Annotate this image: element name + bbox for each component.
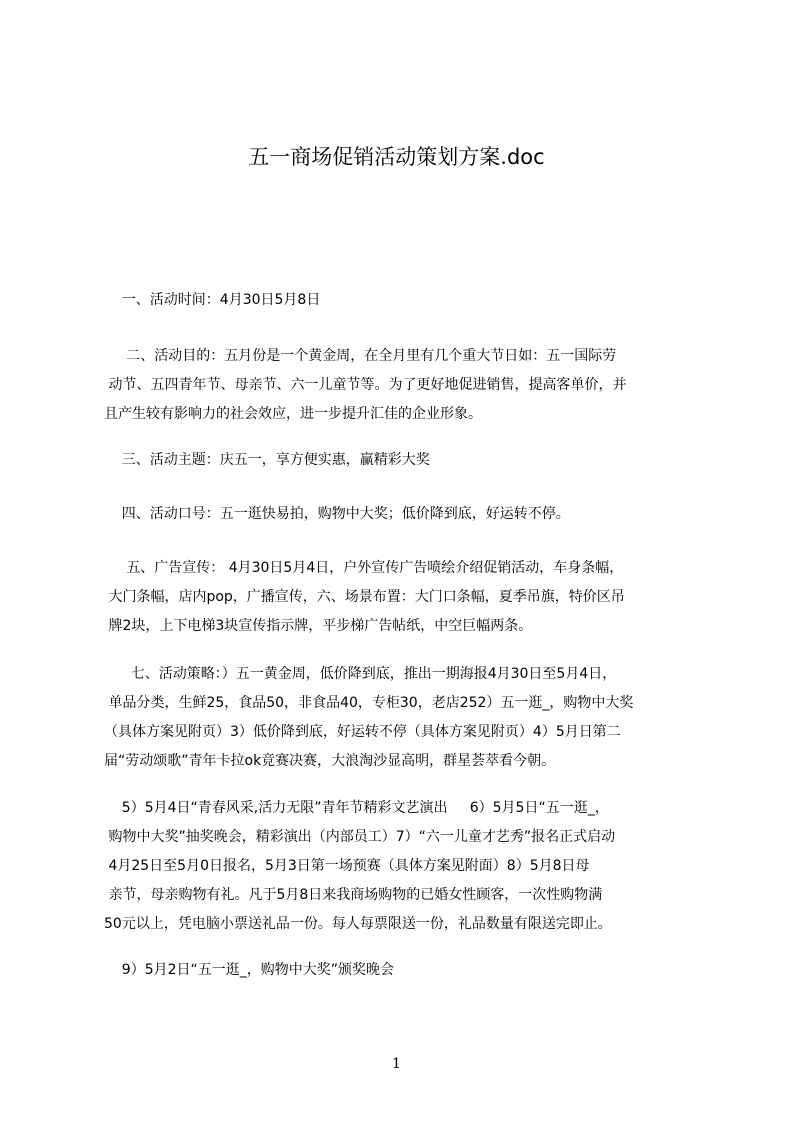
paragraph-line: 亲节，母亲购物有礼。凡于5月8日来我商场购物的已婚女性顾客，一次性购物满 bbox=[104, 887, 603, 903]
paragraph-line: 大门条幅，店内pop，广播宣传，六、场景布置：大门口条幅，夏季吊旗，特价区吊 bbox=[104, 589, 625, 605]
paragraph-line: 一、活动时间：4月30日5月8日 bbox=[104, 292, 321, 308]
paragraph-activity-time bbox=[104, 286, 694, 315]
paragraph-activity-purpose bbox=[104, 342, 694, 429]
paragraph-line: 四、活动口号：五一逛快易拍，购物中大奖；低价降到底，好运转不停。 bbox=[104, 506, 570, 522]
paragraph-activity-slogan bbox=[104, 500, 694, 529]
paragraph-line: 动节、五四青年节、母亲节、六一儿童节等。为了更好地促进销售，提高客单价，并 bbox=[104, 377, 627, 393]
paragraph-line: 50元以上，凭电脑小票送礼品一份。每人每票限送一份，礼品数量有限送完即止。 bbox=[104, 916, 612, 932]
paragraph-line: 三、活动主题：庆五一，享方便实惠，赢精彩大奖 bbox=[104, 452, 430, 468]
paragraph-line: 七、活动策略：）五一黄金周，低价降到底，推出一期海报4月30日至5月4日， bbox=[104, 666, 617, 682]
paragraph-line: 5）5月4日“青春风采,活力无限”青年节精彩文艺演出 6）5月5日“五一逛_， bbox=[104, 800, 609, 816]
paragraph-events bbox=[104, 794, 694, 939]
paragraph-line: 9）5月2日“五一逛_，购物中大奖”颁奖晚会 bbox=[104, 962, 395, 978]
paragraph-line: 牌2块，上下电梯3块宣传指示牌，平步梯广告帖纸，中空巨幅两条。 bbox=[104, 618, 533, 634]
paragraph-strategy bbox=[104, 660, 694, 776]
page-number: 1 bbox=[392, 1056, 401, 1072]
paragraph-award-party bbox=[104, 956, 694, 985]
paragraph-line: 购物中大奖”抽奖晚会，精彩演出（内部员工）7）“六一儿童才艺秀”报名正式启动 bbox=[104, 829, 616, 845]
paragraph-line: 且产生较有影响力的社会效应，进一步提升汇佳的企业形象。 bbox=[104, 406, 482, 422]
paragraph-line: （具体方案见附页）3）低价降到底，好运转不停（具体方案见附页）4）5月日第二 bbox=[104, 724, 621, 740]
paragraph-line: 单品分类，生鲜25，食品50，非食品40，专柜30，老店252）五一逛_，购物中大奖 bbox=[104, 695, 634, 711]
paragraph-activity-theme bbox=[104, 446, 694, 475]
paragraph-line: 二、活动目的：五月份是一个黄金周，在全月里有几个重大节日如：五一国际劳 bbox=[104, 348, 617, 364]
paragraph-advertising bbox=[104, 554, 694, 641]
paragraph-line: 4月25日至5月0日报名，5月3日第一场预赛（具体方案见附面）8）5月8日母 bbox=[104, 858, 590, 874]
paragraph-line: 届“劳动颂歌”青年卡拉ok竞赛决赛，大浪淘沙显高明，群星荟萃看今朝。 bbox=[104, 753, 556, 769]
paragraph-line: 五、广告宣传： 4月30日5月4日，户外宣传广告喷绘介绍促销活动，车身条幅， bbox=[104, 560, 624, 576]
document-title: 五一商场促销活动策划方案.doc bbox=[248, 145, 545, 169]
